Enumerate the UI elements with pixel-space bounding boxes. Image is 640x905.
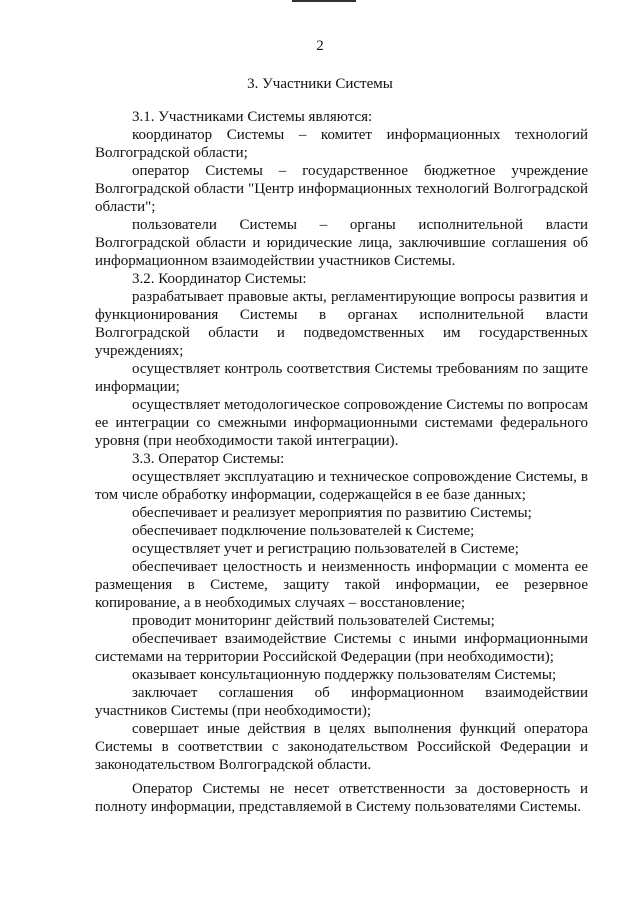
document-body — [95, 108, 588, 816]
paragraph-operator-duty-1: осуществляет эксплуатацию и техническое сопровождение Системы, в том числе обработку информации, содержащейся в ее базе данных; — [95, 469, 588, 503]
paragraph-3-3-heading: 3.3. Оператор Системы: — [132, 451, 285, 467]
paragraph-operator-duty-6: проводит мониторинг действий пользователей Системы; — [132, 613, 495, 629]
paragraph-users: пользователи Системы – органы исполнительной власти Волгоградской области и юридические лица, заключившие соглашения об информационном взаимодействии участников Системы. — [95, 217, 588, 269]
paragraph-operator-duty-10: совершает иные действия в целях выполнения функций оператора Системы в соответствии с законодательством Российской Федерации и законодательством Волгоградской области. — [95, 721, 588, 773]
section-title: 3. Участники Системы — [247, 76, 393, 92]
paragraph-3-2-heading: 3.2. Координатор Системы: — [132, 271, 307, 287]
paragraph-coordinator-duty-1: разрабатывает правовые акты, регламентирующие вопросы развития и функционирования Системы в органах исполнительной власти Волгоградской области и подведомственных им государственных учреждениях; — [95, 289, 588, 359]
paragraph-coordinator-duty-2: осуществляет контроль соответствия Системы требованиям по защите информации; — [95, 361, 588, 395]
paragraph-operator-duty-2: обеспечивает и реализует мероприятия по развитию Системы; — [132, 505, 532, 521]
page-top-mark — [292, 0, 356, 2]
paragraph-coordinator: координатор Системы – комитет информационных технологий Волгоградской области; — [95, 127, 588, 161]
paragraph-operator-duty-7: обеспечивает взаимодействие Системы с иными информационными системами на территории Российской Федерации (при необходимости); — [95, 631, 588, 665]
paragraph-operator-duty-4: осуществляет учет и регистрацию пользователей в Системе; — [132, 541, 519, 557]
page-number: 2 — [316, 38, 324, 54]
paragraph-operator-liability: Оператор Системы не несет ответственности за достоверность и полноту информации, представляемой в Систему пользователями Системы. — [95, 781, 588, 815]
paragraph-operator-duty-8: оказывает консультационную поддержку пользователям Системы; — [132, 667, 557, 683]
paragraph-operator-duty-9: заключает соглашения об информационном взаимодействии участников Системы (при необходимости); — [95, 685, 588, 719]
paragraph-coordinator-duty-3: осуществляет методологическое сопровождение Системы по вопросам ее интеграции со смежными информационными системами федерального уровня (при необходимости такой интеграции). — [95, 397, 588, 449]
paragraph-operator-duty-5: обеспечивает целостность и неизменность информации с момента ее размещения в Системе, защиту такой информации, ее резервное копирование, а в необходимых случаях – восстановление; — [95, 559, 588, 611]
paragraph-operator-duty-3: обеспечивает подключение пользователей к Системе; — [132, 523, 475, 539]
paragraph-3-1-heading: 3.1. Участниками Системы являются: — [132, 109, 373, 125]
paragraph-operator: оператор Системы – государственное бюджетное учреждение Волгоградской области "Центр информационных технологий Волгоградской области"; — [95, 163, 588, 215]
